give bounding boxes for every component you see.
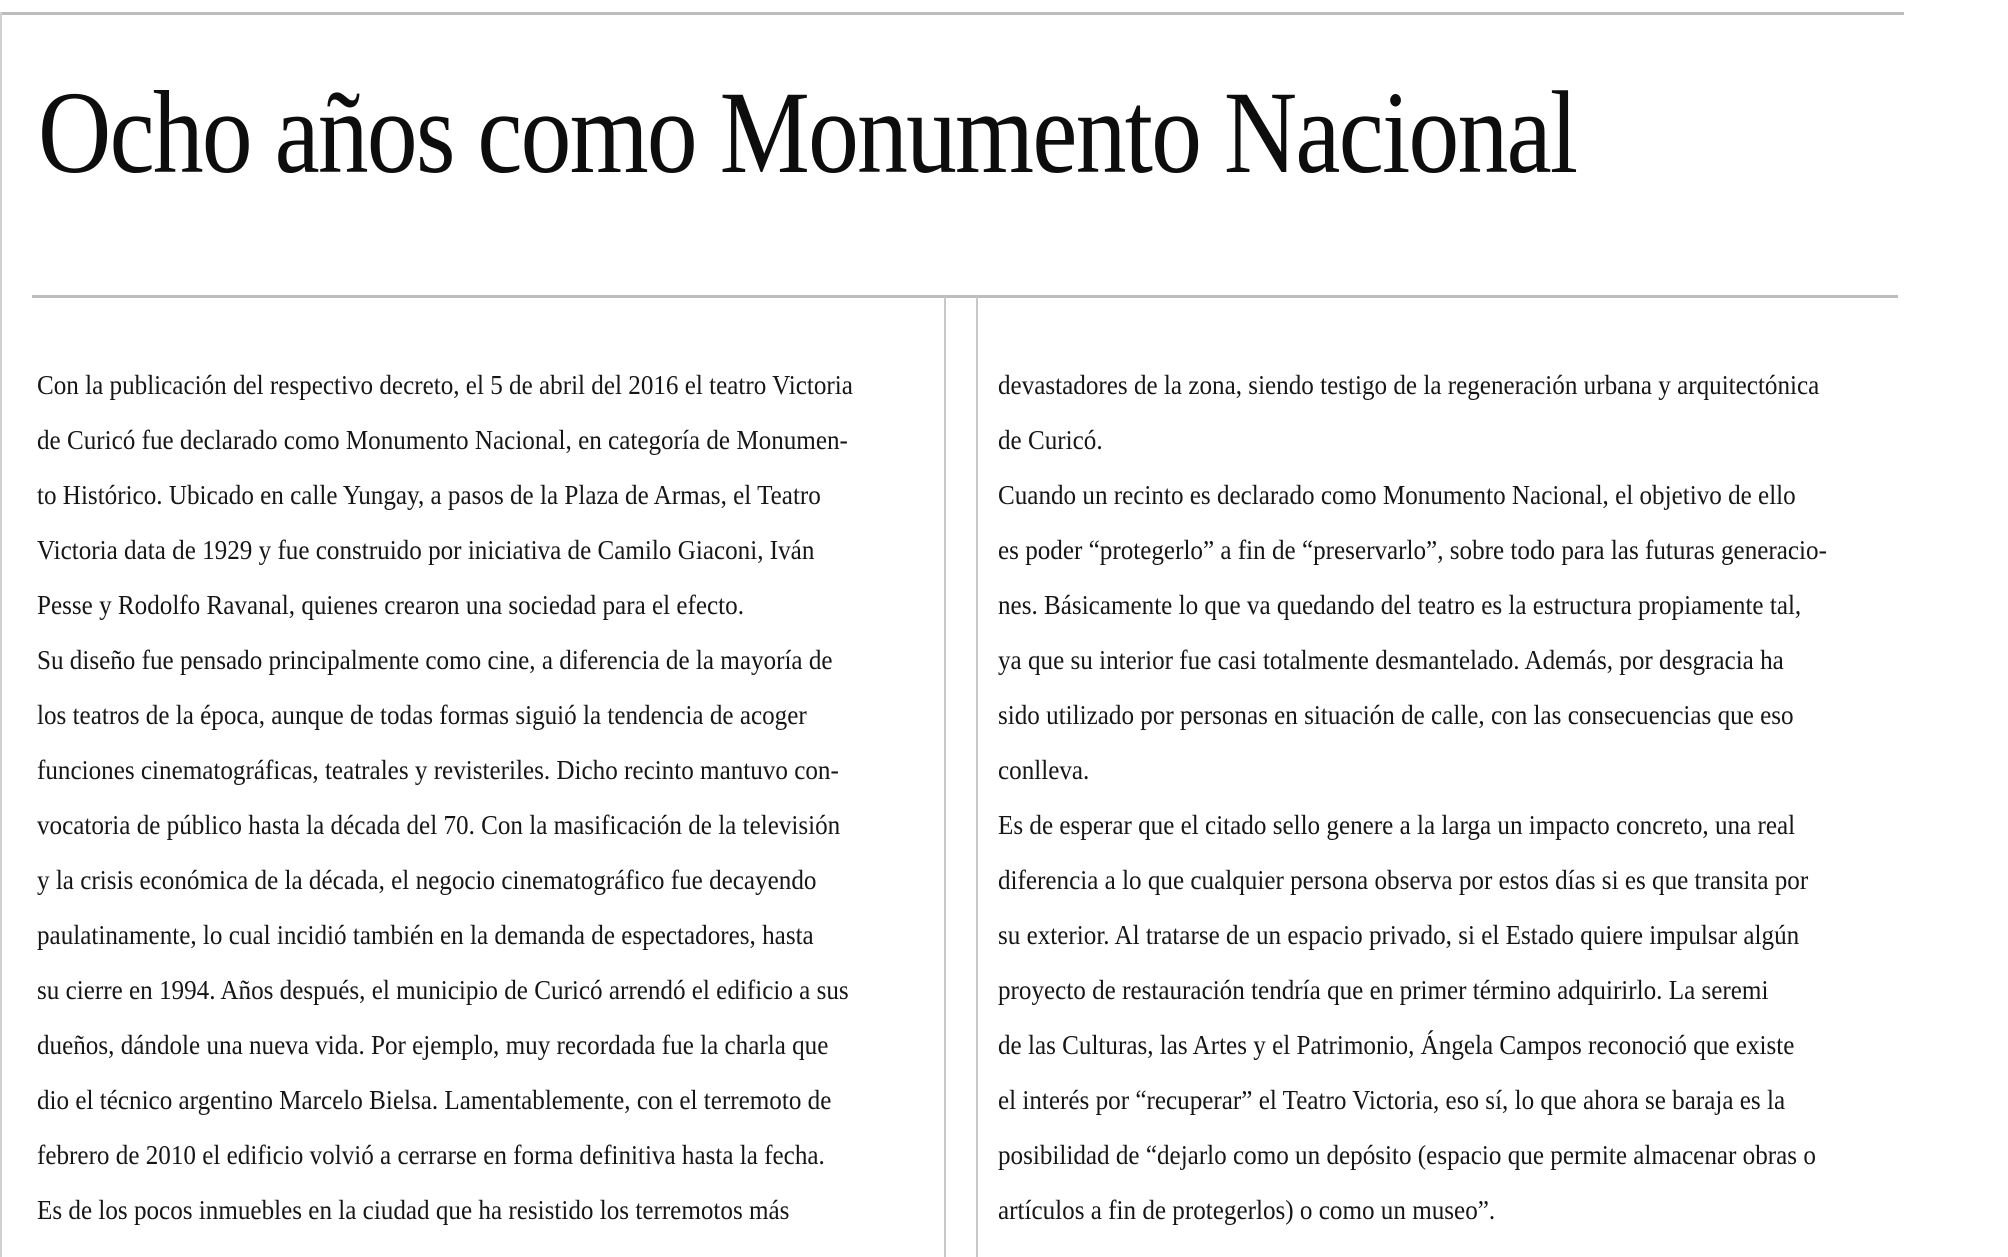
text-line: el interés por “recuperar” el Teatro Victoria, eso sí, lo que ahora se baraja es la bbox=[998, 1085, 1786, 1115]
text-line: paulatinamente, lo cual incidió también en la demanda de espectadores, hasta bbox=[37, 920, 814, 950]
text-line: ya que su interior fue casi totalmente desmantelado. Además, por desgracia ha bbox=[998, 645, 1784, 675]
text-line: Es de los pocos inmuebles en la ciudad que ha resistido los terremotos más bbox=[37, 1195, 790, 1225]
text-line: artículos a fin de protegerlos) o como un museo”. bbox=[998, 1195, 1496, 1225]
text-line: Victoria data de 1929 y fue construido por iniciativa de Camilo Giaconi, Iván bbox=[37, 535, 815, 565]
text-line: nes. Básicamente lo que va quedando del teatro es la estructura propiamente tal, bbox=[998, 590, 1802, 620]
text-line: y la crisis económica de la década, el negocio cinematográfico fue decayendo bbox=[37, 865, 817, 895]
column-divider-left bbox=[944, 297, 946, 1257]
text-line: conlleva. bbox=[998, 755, 1090, 785]
text-line: devastadores de la zona, siendo testigo de la regeneración urbana y arquitectónica bbox=[998, 370, 1820, 400]
text-line: dio el técnico argentino Marcelo Bielsa. Lamentablemente, con el terremoto de bbox=[37, 1085, 832, 1115]
text-line: de las Culturas, las Artes y el Patrimonio, Ángela Campos reconoció que existe bbox=[998, 1030, 1795, 1060]
text-line: sido utilizado por personas en situación de calle, con las consecuencias que eso bbox=[998, 700, 1794, 730]
left-column bbox=[37, 358, 937, 1238]
text-line: Es de esperar que el citado sello genere a la larga un impacto concreto, una real bbox=[998, 810, 1796, 840]
text-line: su cierre en 1994. Años después, el municipio de Curicó arrendó el edificio a sus bbox=[37, 975, 849, 1005]
text-line: su exterior. Al tratarse de un espacio privado, si el Estado quiere impulsar algún bbox=[998, 920, 1800, 950]
text-line: vocatoria de público hasta la década del 70. Con la masificación de la televisión bbox=[37, 810, 841, 840]
text-line: es poder “protegerlo” a fin de “preservarlo”, sobre todo para las futuras generacio- bbox=[998, 535, 1827, 565]
text-line: Su diseño fue pensado principalmente como cine, a diferencia de la mayoría de bbox=[37, 645, 833, 675]
right-column bbox=[998, 358, 1898, 1238]
text-line: los teatros de la época, aunque de todas formas siguió la tendencia de acoger bbox=[37, 700, 807, 730]
text-line: Pesse y Rodolfo Ravanal, quienes crearon una sociedad para el efecto. bbox=[37, 590, 745, 620]
text-line: de Curicó fue declarado como Monumento Nacional, en categoría de Monumen- bbox=[37, 425, 848, 455]
text-line: Con la publicación del respectivo decreto, el 5 de abril del 2016 el teatro Victoria bbox=[37, 370, 853, 400]
text-line: proyecto de restauración tendría que en primer término adquirirlo. La seremi bbox=[998, 975, 1769, 1005]
top-rule bbox=[0, 12, 1904, 15]
text-line: febrero de 2010 el edificio volvió a cerrarse en forma definitiva hasta la fecha. bbox=[37, 1140, 825, 1170]
text-line: to Histórico. Ubicado en calle Yungay, a pasos de la Plaza de Armas, el Teatro bbox=[37, 480, 821, 510]
text-line: dueños, dándole una nueva vida. Por ejemplo, muy recordada fue la charla que bbox=[37, 1030, 829, 1060]
left-edge-rule bbox=[0, 12, 2, 1257]
column-divider-right bbox=[976, 297, 978, 1257]
headline: Ocho años como Monumento Nacional bbox=[38, 67, 1577, 198]
text-line: diferencia a lo que cualquier persona observa por estos días si es que transita por bbox=[998, 865, 1809, 895]
text-line: posibilidad de “dejarlo como un depósito (espacio que permite almacenar obras o bbox=[998, 1140, 1816, 1170]
text-line: Cuando un recinto es declarado como Monumento Nacional, el objetivo de ello bbox=[998, 480, 1796, 510]
text-line: de Curicó. bbox=[998, 425, 1103, 455]
headline-divider bbox=[32, 295, 1898, 298]
text-line: funciones cinematográficas, teatrales y revisteriles. Dicho recinto mantuvo con- bbox=[37, 755, 839, 785]
